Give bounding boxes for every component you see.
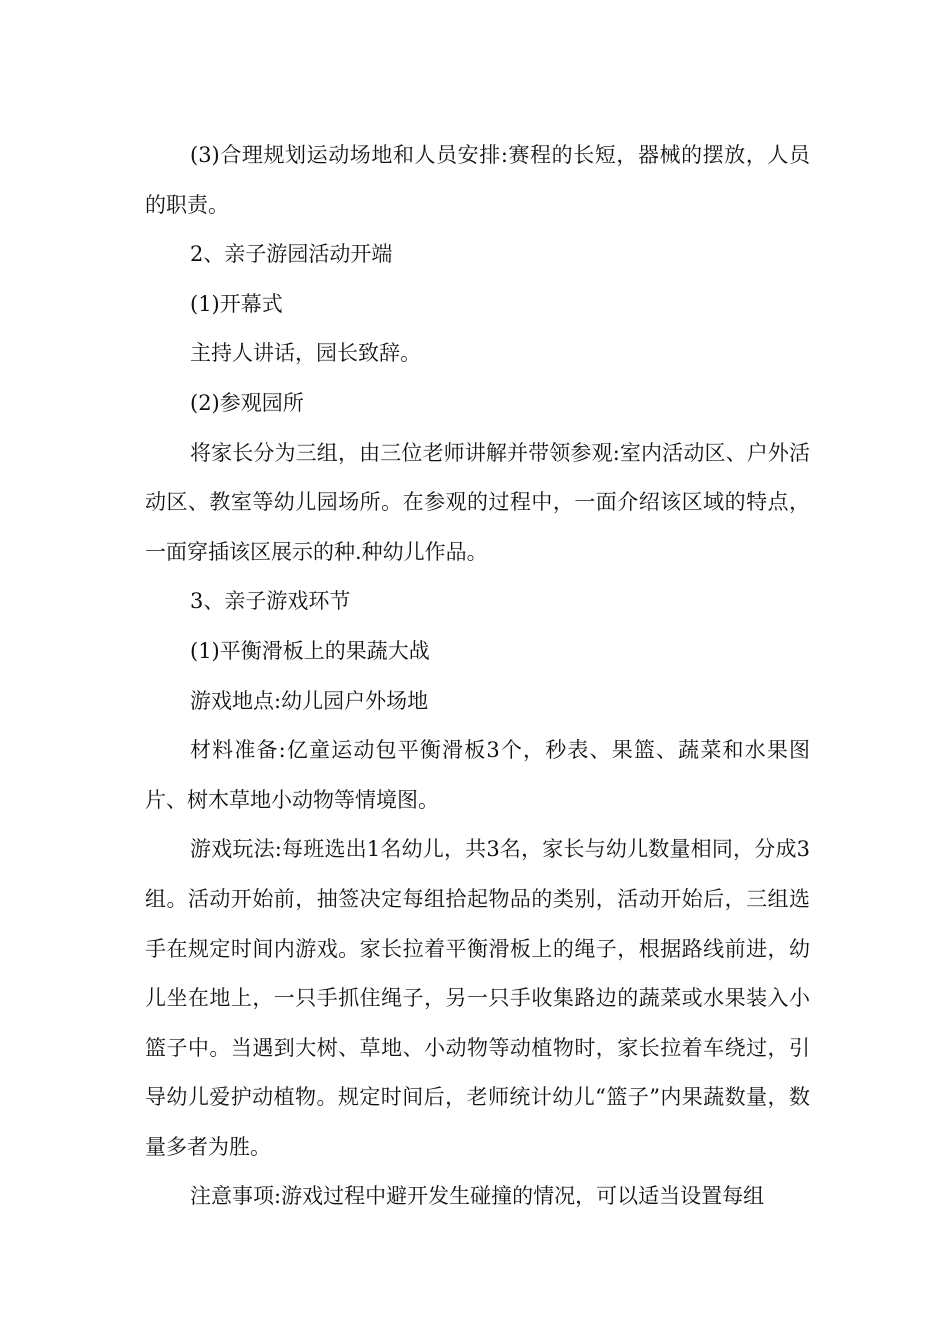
subheading-campus-visit: (2)参观园所 bbox=[190, 390, 304, 415]
heading-parent-child-games: 3、亲子游戏环节 bbox=[190, 589, 351, 614]
document-body bbox=[145, 131, 810, 1222]
subheading-opening-ceremony: (1)开幕式 bbox=[190, 291, 283, 316]
subheading-balance-board-game: (1)平衡滑板上的果蔬大战 bbox=[190, 638, 430, 663]
paragraph-campus-visit: 将家长分为三组，由三位老师讲解并带领参观:室内活动区、户外活动区、教室等幼儿园场所。在参观的过程中，一面介绍该区域的特点，一面穿插该区展示的种.种幼儿作品。 bbox=[145, 440, 810, 564]
paragraph-notes: 注意事项:游戏过程中避开发生碰撞的情况，可以适当设置每组 bbox=[190, 1184, 765, 1209]
paragraph-planning: (3)合理规划运动场地和人员安排:赛程的长短，器械的摆放，人员的职责。 bbox=[145, 143, 810, 217]
paragraph-opening-speech: 主持人讲话，园长致辞。 bbox=[190, 341, 421, 366]
paragraph-materials: 材料准备:亿童运动包平衡滑板3个，秒表、果篮、蔬菜和水果图片、树木草地小动物等情境图。 bbox=[145, 738, 810, 812]
heading-parent-child-activity-start: 2、亲子游园活动开端 bbox=[190, 242, 393, 267]
paragraph-game-rules: 游戏玩法:每班选出1名幼儿，共3名，家长与幼儿数量相同，分成3组。活动开始前，抽签决定每组拾起物品的类别，活动开始后，三组选手在规定时间内游戏。家长拉着平衡滑板上的绳子，根据路线前进，幼儿坐在地上，一只手抓住绳子，另一只手收集路边的蔬菜或水果装入小篮子中。当遇到大树、草地、小动物等动植物时，家长拉着车绕过，引导幼儿爱护动植物。规定时间后，老师统计幼儿“篮子”内果蔬数量，数量多者为胜。 bbox=[145, 837, 810, 1159]
paragraph-game-location: 游戏地点:幼儿园户外场地 bbox=[190, 688, 429, 713]
